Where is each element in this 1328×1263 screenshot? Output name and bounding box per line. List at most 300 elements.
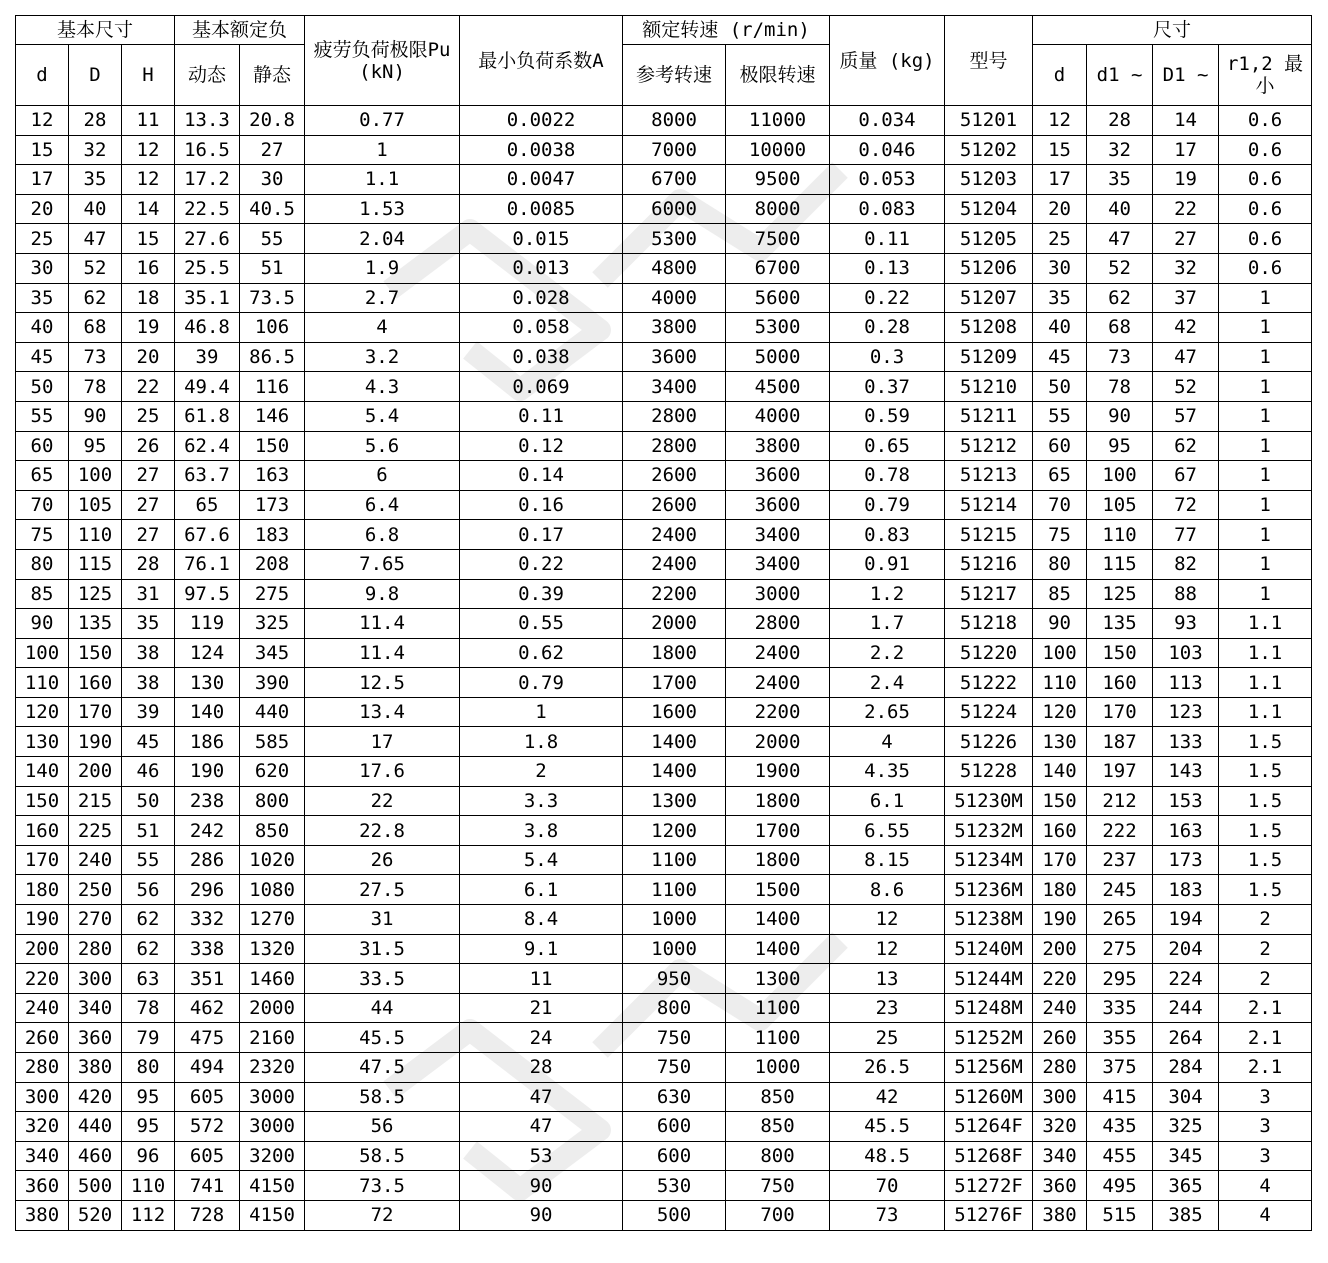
table-cell: 8000 — [726, 194, 830, 224]
table-cell: 78 — [69, 372, 122, 402]
table-cell: 0.053 — [830, 165, 945, 195]
table-cell: 1600 — [623, 697, 726, 727]
table-cell: 4800 — [623, 253, 726, 283]
table-cell: 51232M — [945, 816, 1033, 846]
table-cell: 51203 — [945, 165, 1033, 195]
table-cell: 2000 — [240, 993, 305, 1023]
table-cell: 186 — [175, 727, 240, 757]
table-cell: 1 — [1219, 431, 1312, 461]
table-cell: 85 — [1033, 579, 1087, 609]
table-cell: 11.4 — [305, 609, 460, 639]
table-cell: 5.6 — [305, 431, 460, 461]
table-cell: 51209 — [945, 342, 1033, 372]
table-cell: 62 — [122, 905, 175, 935]
table-cell: 8000 — [623, 106, 726, 136]
table-cell: 1.5 — [1219, 757, 1312, 787]
table-cell: 0.6 — [1219, 224, 1312, 254]
table-cell: 1.1 — [1219, 697, 1312, 727]
table-cell: 3600 — [726, 461, 830, 491]
table-cell: 304 — [1153, 1082, 1219, 1112]
table-cell: 100 — [1033, 638, 1087, 668]
table-cell: 2000 — [623, 609, 726, 639]
table-cell: 17.2 — [175, 165, 240, 195]
table-cell: 12 — [122, 135, 175, 165]
table-cell: 51217 — [945, 579, 1033, 609]
table-cell: 47 — [1087, 224, 1153, 254]
table-cell: 2400 — [623, 520, 726, 550]
table-cell: 163 — [1153, 816, 1219, 846]
table-cell: 750 — [623, 1023, 726, 1053]
header-basic-rated-load: 基本额定负 — [175, 16, 305, 45]
table-cell: 300 — [69, 964, 122, 994]
table-cell: 0.058 — [460, 313, 623, 343]
bearing-spec-table — [15, 15, 1312, 1231]
table-cell: 0.79 — [830, 490, 945, 520]
table-cell: 1300 — [623, 786, 726, 816]
table-cell: 123 — [1153, 697, 1219, 727]
table-cell: 12 — [830, 905, 945, 935]
table-cell: 380 — [1033, 1200, 1087, 1230]
table-cell: 0.22 — [830, 283, 945, 313]
table-cell: 58.5 — [305, 1141, 460, 1171]
table-cell: 51216 — [945, 549, 1033, 579]
table-cell: 200 — [16, 934, 69, 964]
table-cell: 51218 — [945, 609, 1033, 639]
table-cell: 215 — [69, 786, 122, 816]
table-cell: 40 — [69, 194, 122, 224]
table-row — [16, 964, 1312, 994]
table-cell: 17 — [305, 727, 460, 757]
table-cell: 100 — [16, 638, 69, 668]
table-cell: 51 — [240, 253, 305, 283]
table-cell: 28 — [1087, 106, 1153, 136]
table-cell: 113 — [1153, 668, 1219, 698]
table-cell: 25 — [830, 1023, 945, 1053]
table-cell: 190 — [175, 757, 240, 787]
table-cell: 340 — [69, 993, 122, 1023]
table-cell: 700 — [726, 1200, 830, 1230]
table-cell: 75 — [1033, 520, 1087, 550]
table-cell: 61.8 — [175, 401, 240, 431]
table-cell: 28 — [460, 1053, 623, 1083]
table-cell: 30 — [1033, 253, 1087, 283]
table-cell: 800 — [240, 786, 305, 816]
table-cell: 3.3 — [460, 786, 623, 816]
table-cell: 3.8 — [460, 816, 623, 846]
table-cell: 5300 — [726, 313, 830, 343]
table-cell: 70 — [830, 1171, 945, 1201]
table-cell: 73 — [1087, 342, 1153, 372]
table-cell: 73.5 — [305, 1171, 460, 1201]
table-cell: 73 — [69, 342, 122, 372]
table-cell: 190 — [1033, 905, 1087, 935]
table-cell: 242 — [175, 816, 240, 846]
table-cell: 73 — [830, 1200, 945, 1230]
table-cell: 260 — [1033, 1023, 1087, 1053]
table-cell: 190 — [69, 727, 122, 757]
table-cell: 51276F — [945, 1200, 1033, 1230]
table-cell: 38 — [122, 668, 175, 698]
table-cell: 14 — [122, 194, 175, 224]
table-cell: 18 — [122, 283, 175, 313]
table-cell: 26 — [305, 845, 460, 875]
table-cell: 20 — [1033, 194, 1087, 224]
table-cell: 1100 — [726, 1023, 830, 1053]
table-cell: 1700 — [623, 668, 726, 698]
table-cell: 6700 — [623, 165, 726, 195]
table-cell: 0.6 — [1219, 194, 1312, 224]
table-cell: 22 — [122, 372, 175, 402]
table-cell: 275 — [1087, 934, 1153, 964]
table-cell: 572 — [175, 1112, 240, 1142]
table-row — [16, 283, 1312, 313]
table-cell: 1.1 — [305, 165, 460, 195]
table-cell: 62.4 — [175, 431, 240, 461]
table-cell: 106 — [240, 313, 305, 343]
table-cell: 67 — [1153, 461, 1219, 491]
table-cell: 35 — [1033, 283, 1087, 313]
table-cell: 6.8 — [305, 520, 460, 550]
table-cell: 220 — [1033, 964, 1087, 994]
table-cell: 30 — [16, 253, 69, 283]
table-cell: 35 — [1087, 165, 1153, 195]
table-cell: 51230M — [945, 786, 1033, 816]
table-cell: 22.5 — [175, 194, 240, 224]
table-cell: 240 — [1033, 993, 1087, 1023]
table-cell: 415 — [1087, 1082, 1153, 1112]
table-cell: 45 — [1033, 342, 1087, 372]
table-cell: 38 — [122, 638, 175, 668]
table-cell: 45 — [122, 727, 175, 757]
table-cell: 1 — [1219, 342, 1312, 372]
table-cell: 160 — [1087, 668, 1153, 698]
table-cell: 500 — [69, 1171, 122, 1201]
table-cell: 12 — [830, 934, 945, 964]
table-cell: 1500 — [726, 875, 830, 905]
table-cell: 60 — [1033, 431, 1087, 461]
table-cell: 32 — [1087, 135, 1153, 165]
table-cell: 0.069 — [460, 372, 623, 402]
table-cell: 530 — [623, 1171, 726, 1201]
subheader-r12-min: r1,2 最小 — [1219, 45, 1312, 106]
table-cell: 460 — [69, 1141, 122, 1171]
table-cell: 67.6 — [175, 520, 240, 550]
table-cell: 250 — [69, 875, 122, 905]
table-cell: 0.11 — [830, 224, 945, 254]
table-cell: 800 — [623, 993, 726, 1023]
table-cell: 125 — [69, 579, 122, 609]
header-dimensions: 尺寸 — [1033, 16, 1312, 45]
subheader-dynamic: 动态 — [175, 45, 240, 106]
table-cell: 800 — [726, 1141, 830, 1171]
table-cell: 630 — [623, 1082, 726, 1112]
table-cell: 51272F — [945, 1171, 1033, 1201]
table-cell: 62 — [1153, 431, 1219, 461]
table-cell: 0.65 — [830, 431, 945, 461]
table-cell: 150 — [1087, 638, 1153, 668]
table-cell: 35 — [69, 165, 122, 195]
table-cell: 0.55 — [460, 609, 623, 639]
table-cell: 750 — [623, 1053, 726, 1083]
table-cell: 0.038 — [460, 342, 623, 372]
table-cell: 26 — [122, 431, 175, 461]
table-row — [16, 1023, 1312, 1053]
table-cell: 204 — [1153, 934, 1219, 964]
table-cell: 440 — [69, 1112, 122, 1142]
table-cell: 1 — [1219, 461, 1312, 491]
table-cell: 2.65 — [830, 697, 945, 727]
table-cell: 3400 — [726, 520, 830, 550]
table-cell: 27 — [122, 461, 175, 491]
table-cell: 0.0022 — [460, 106, 623, 136]
table-cell: 3 — [1219, 1082, 1312, 1112]
table-cell: 183 — [1153, 875, 1219, 905]
table-cell: 850 — [726, 1112, 830, 1142]
table-cell: 325 — [1153, 1112, 1219, 1142]
table-cell: 585 — [240, 727, 305, 757]
table-cell: 12 — [1033, 106, 1087, 136]
table-cell: 300 — [1033, 1082, 1087, 1112]
table-cell: 3 — [1219, 1112, 1312, 1142]
table-cell: 1200 — [623, 816, 726, 846]
table-cell: 72 — [305, 1200, 460, 1230]
table-cell: 60 — [16, 431, 69, 461]
table-row — [16, 1112, 1312, 1142]
table-cell: 1 — [1219, 313, 1312, 343]
table-cell: 264 — [1153, 1023, 1219, 1053]
subheader-d: d — [16, 45, 69, 106]
table-cell: 0.13 — [830, 253, 945, 283]
table-cell: 19 — [1153, 165, 1219, 195]
table-cell: 110 — [122, 1171, 175, 1201]
table-cell: 51206 — [945, 253, 1033, 283]
table-row — [16, 668, 1312, 698]
table-cell: 0.11 — [460, 401, 623, 431]
table-cell: 5300 — [623, 224, 726, 254]
table-cell: 390 — [240, 668, 305, 698]
table-cell: 55 — [122, 845, 175, 875]
table-cell: 4500 — [726, 372, 830, 402]
table-cell: 338 — [175, 934, 240, 964]
table-cell: 170 — [1087, 697, 1153, 727]
table-cell: 33.5 — [305, 964, 460, 994]
table-row — [16, 609, 1312, 639]
table-cell: 20.8 — [240, 106, 305, 136]
table-cell: 4 — [830, 727, 945, 757]
table-cell: 4.35 — [830, 757, 945, 787]
table-cell: 52 — [1153, 372, 1219, 402]
table-cell: 51205 — [945, 224, 1033, 254]
table-cell: 76.1 — [175, 549, 240, 579]
table-cell: 20 — [16, 194, 69, 224]
table-cell: 1 — [1219, 372, 1312, 402]
table-cell: 1800 — [726, 786, 830, 816]
table-cell: 284 — [1153, 1053, 1219, 1083]
table-cell: 75 — [16, 520, 69, 550]
table-cell: 260 — [16, 1023, 69, 1053]
header-fatigue-limit: 疲劳负荷极限Pu (kN) — [305, 16, 460, 106]
table-cell: 16.5 — [175, 135, 240, 165]
table-cell: 51226 — [945, 727, 1033, 757]
table-cell: 0.6 — [1219, 135, 1312, 165]
table-cell: 63.7 — [175, 461, 240, 491]
table-cell: 68 — [69, 313, 122, 343]
table-cell: 2.2 — [830, 638, 945, 668]
table-cell: 62 — [1087, 283, 1153, 313]
table-cell: 40 — [1087, 194, 1153, 224]
table-cell: 27 — [1153, 224, 1219, 254]
table-cell: 150 — [69, 638, 122, 668]
table-cell: 45.5 — [305, 1023, 460, 1053]
table-cell: 51260M — [945, 1082, 1033, 1112]
table-cell: 325 — [240, 609, 305, 639]
table-cell: 25 — [16, 224, 69, 254]
table-cell: 365 — [1153, 1171, 1219, 1201]
table-cell: 275 — [240, 579, 305, 609]
table-cell: 80 — [16, 549, 69, 579]
table-cell: 1300 — [726, 964, 830, 994]
table-cell: 93 — [1153, 609, 1219, 639]
table-cell: 90 — [460, 1200, 623, 1230]
table-cell: 4.3 — [305, 372, 460, 402]
table-cell: 1000 — [623, 905, 726, 935]
table-cell: 51256M — [945, 1053, 1033, 1083]
table-cell: 1400 — [623, 757, 726, 787]
table-cell: 42 — [1153, 313, 1219, 343]
table-cell: 3000 — [240, 1112, 305, 1142]
table-cell: 90 — [69, 401, 122, 431]
table-cell: 42 — [830, 1082, 945, 1112]
table-cell: 48.5 — [830, 1141, 945, 1171]
table-cell: 37 — [1153, 283, 1219, 313]
table-cell: 3 — [1219, 1141, 1312, 1171]
table-cell: 160 — [16, 816, 69, 846]
table-cell: 240 — [69, 845, 122, 875]
table-cell: 22 — [305, 786, 460, 816]
table-cell: 65 — [16, 461, 69, 491]
table-cell: 51213 — [945, 461, 1033, 491]
table-cell: 0.6 — [1219, 253, 1312, 283]
table-cell: 2.1 — [1219, 1023, 1312, 1053]
table-cell: 0.62 — [460, 638, 623, 668]
table-row — [16, 1171, 1312, 1201]
table-cell: 28 — [69, 106, 122, 136]
table-cell: 2.7 — [305, 283, 460, 313]
table-cell: 110 — [16, 668, 69, 698]
table-cell: 44 — [305, 993, 460, 1023]
table-cell: 130 — [16, 727, 69, 757]
table-cell: 27.5 — [305, 875, 460, 905]
table-cell: 12 — [122, 165, 175, 195]
table-cell: 750 — [726, 1171, 830, 1201]
table-cell: 0.034 — [830, 106, 945, 136]
table-row — [16, 757, 1312, 787]
table-cell: 100 — [1087, 461, 1153, 491]
table-cell: 385 — [1153, 1200, 1219, 1230]
table-cell: 2 — [1219, 964, 1312, 994]
table-cell: 51268F — [945, 1141, 1033, 1171]
table-cell: 197 — [1087, 757, 1153, 787]
table-cell: 420 — [69, 1082, 122, 1112]
table-cell: 90 — [16, 609, 69, 639]
table-cell: 10000 — [726, 135, 830, 165]
table-cell: 31 — [305, 905, 460, 935]
subheader-ref-speed: 参考转速 — [623, 45, 726, 106]
table-row — [16, 135, 1312, 165]
table-row — [16, 490, 1312, 520]
table-cell: 26.5 — [830, 1053, 945, 1083]
table-cell: 51215 — [945, 520, 1033, 550]
table-cell: 494 — [175, 1053, 240, 1083]
table-cell: 220 — [16, 964, 69, 994]
table-cell: 15 — [16, 135, 69, 165]
table-row — [16, 431, 1312, 461]
table-cell: 0.0038 — [460, 135, 623, 165]
table-cell: 13 — [830, 964, 945, 994]
table-row — [16, 224, 1312, 254]
table-cell: 40 — [16, 313, 69, 343]
table-cell: 27 — [240, 135, 305, 165]
table-cell: 31.5 — [305, 934, 460, 964]
table-cell: 194 — [1153, 905, 1219, 935]
table-cell: 2800 — [623, 401, 726, 431]
table-cell: 6.55 — [830, 816, 945, 846]
table-cell: 2.04 — [305, 224, 460, 254]
table-cell: 3800 — [726, 431, 830, 461]
table-cell: 62 — [122, 934, 175, 964]
table-cell: 95 — [69, 431, 122, 461]
table-cell: 110 — [69, 520, 122, 550]
table-cell: 146 — [240, 401, 305, 431]
table-cell: 8.6 — [830, 875, 945, 905]
table-cell: 2 — [1219, 905, 1312, 935]
table-cell: 0.37 — [830, 372, 945, 402]
table-row — [16, 106, 1312, 136]
table-cell: 65 — [175, 490, 240, 520]
table-cell: 440 — [240, 697, 305, 727]
table-row — [16, 342, 1312, 372]
table-cell: 245 — [1087, 875, 1153, 905]
table-cell: 3600 — [726, 490, 830, 520]
table-cell: 520 — [69, 1200, 122, 1230]
table-cell: 2.1 — [1219, 1053, 1312, 1083]
table-cell: 27 — [122, 520, 175, 550]
table-cell: 51201 — [945, 106, 1033, 136]
table-cell: 1 — [305, 135, 460, 165]
table-cell: 100 — [69, 461, 122, 491]
table-cell: 47.5 — [305, 1053, 460, 1083]
table-cell: 90 — [460, 1171, 623, 1201]
table-cell: 77 — [1153, 520, 1219, 550]
table-cell: 180 — [1033, 875, 1087, 905]
table-cell: 7000 — [623, 135, 726, 165]
table-cell: 225 — [69, 816, 122, 846]
table-cell: 47 — [460, 1112, 623, 1142]
table-cell: 25.5 — [175, 253, 240, 283]
table-cell: 600 — [623, 1112, 726, 1142]
table-cell: 1 — [1219, 401, 1312, 431]
table-cell: 7500 — [726, 224, 830, 254]
table-cell: 51212 — [945, 431, 1033, 461]
table-cell: 140 — [175, 697, 240, 727]
table-cell: 95 — [122, 1082, 175, 1112]
table-cell: 1 — [1219, 549, 1312, 579]
table-cell: 237 — [1087, 845, 1153, 875]
table-cell: 3000 — [726, 579, 830, 609]
table-cell: 115 — [1087, 549, 1153, 579]
header-mass: 质量 (kg) — [830, 16, 945, 106]
table-cell: 335 — [1087, 993, 1153, 1023]
